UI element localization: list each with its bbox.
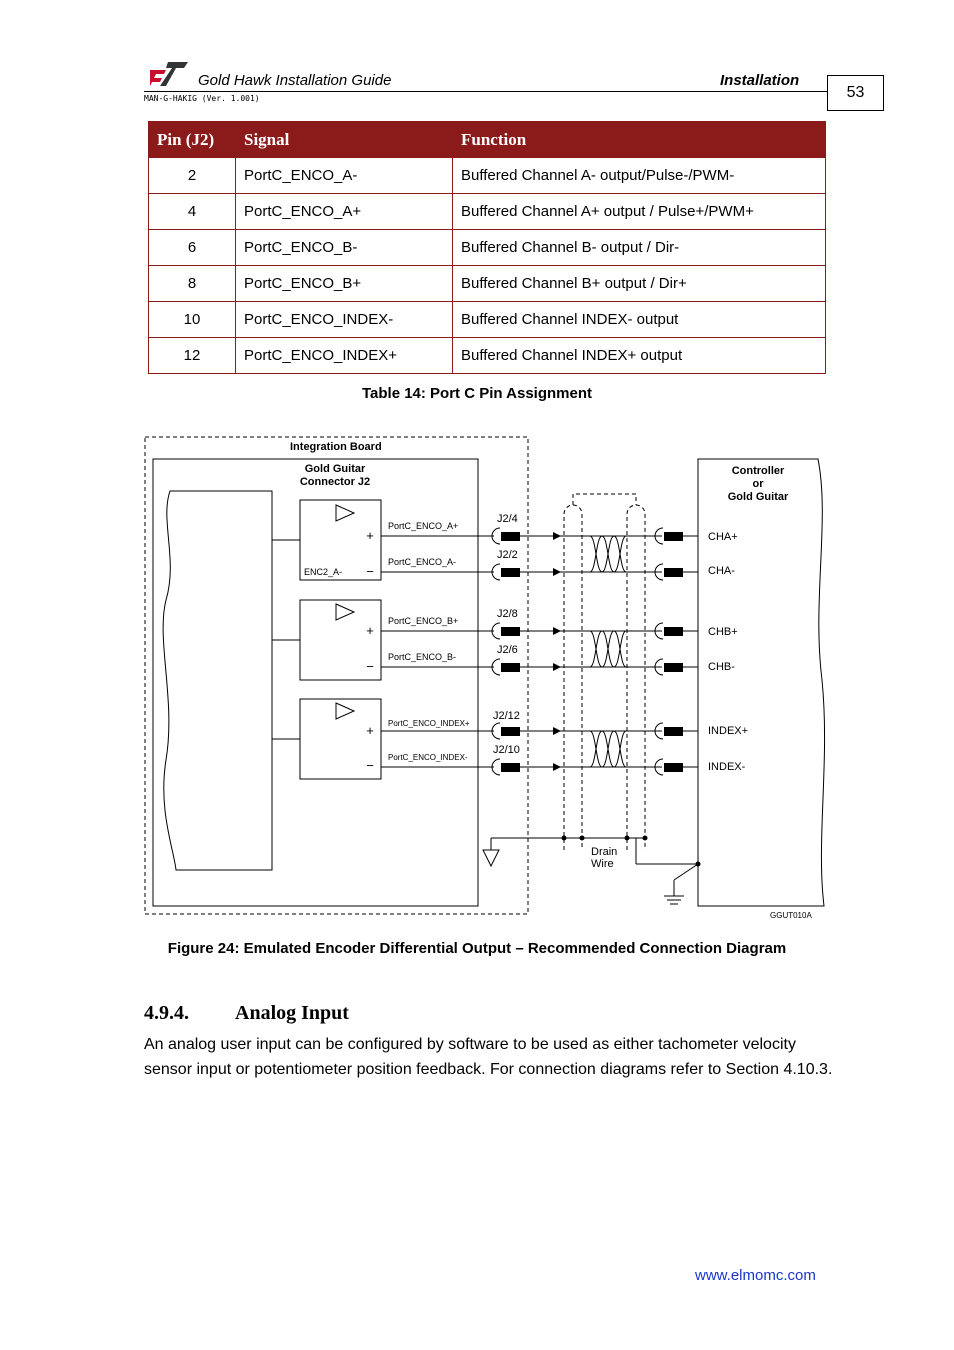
function-cell: Buffered Channel B- output / Dir- <box>453 230 826 266</box>
signal-a-plus: PortC_ENCO_A+ <box>388 521 459 531</box>
integration-board-label: Integration Board <box>290 441 382 453</box>
plus-sign: + <box>366 723 374 738</box>
signal-cell: PortC_ENCO_A- <box>236 158 453 194</box>
signal-cell: PortC_ENCO_B+ <box>236 266 453 302</box>
driver-a <box>272 500 381 580</box>
website-link[interactable]: www.elmomc.com <box>695 1267 816 1284</box>
function-cell: Buffered Channel INDEX+ output <box>453 338 826 374</box>
function-cell: Buffered Channel B+ output / Dir+ <box>453 266 826 302</box>
pin-cell: 2 <box>149 158 236 194</box>
signal-b-plus: PortC_ENCO_B+ <box>388 616 459 626</box>
table-caption: Table 14: Port C Pin Assignment <box>361 385 593 402</box>
plus-sign: + <box>366 623 374 638</box>
cable-shield <box>564 494 645 850</box>
pin-label: J2/8 <box>497 608 518 620</box>
column-header: Function <box>453 122 826 158</box>
internal-logic-block <box>163 491 272 870</box>
guide-title: Gold Hawk Installation Guide <box>198 72 392 89</box>
channel-label: INDEX- <box>708 761 746 773</box>
drain-label: Drain <box>591 846 618 858</box>
driver-index <box>272 699 381 779</box>
channel-label: CHA+ <box>708 531 738 543</box>
pin-label: J2/2 <box>497 549 518 561</box>
pin-label: J2/12 <box>493 710 520 722</box>
controller-title: Controller <box>731 465 785 477</box>
connector-title: Connector J2 <box>299 476 371 488</box>
signal-a-minus: PortC_ENCO_A- <box>388 557 457 567</box>
function-cell: Buffered Channel A- output/Pulse-/PWM- <box>453 158 826 194</box>
enc-label: ENC2_A- <box>304 567 343 577</box>
pin-label: J2/10 <box>493 744 520 756</box>
column-header: Pin (J2) <box>149 122 236 158</box>
driver-b <box>272 600 381 680</box>
signal-cell: PortC_ENCO_B- <box>236 230 453 266</box>
pin-cell: 4 <box>149 194 236 230</box>
function-cell: Buffered Channel INDEX- output <box>453 302 826 338</box>
pin-cell: 12 <box>149 338 236 374</box>
pin-cell: 8 <box>149 266 236 302</box>
pin-cell: 6 <box>149 230 236 266</box>
pin-cell: 10 <box>149 302 236 338</box>
channel-label: CHB+ <box>708 626 738 638</box>
figure-caption: Figure 24: Emulated Encoder Differential Output – Recommended Connection Diagram <box>167 940 787 957</box>
pin-label: J2/4 <box>497 513 518 525</box>
pin-label: J2/6 <box>497 644 518 656</box>
figure-code: GGUT010A <box>770 911 812 920</box>
signal-cell: PortC_ENCO_INDEX+ <box>236 338 453 374</box>
function-cell: Buffered Channel A+ output / Pulse+/PWM+ <box>453 194 826 230</box>
minus-sign: − <box>366 758 374 773</box>
plus-sign: + <box>366 528 374 543</box>
section-name: Installation <box>720 72 800 89</box>
signal-index-minus: PortC_ENCO_INDEX- <box>388 753 468 762</box>
channel-label: CHB- <box>708 661 735 673</box>
drain-label: Wire <box>591 858 614 870</box>
minus-sign: − <box>366 564 374 579</box>
page-number: 53 <box>827 75 884 111</box>
twisted-pairs <box>590 536 626 767</box>
channel-label: INDEX+ <box>708 725 749 737</box>
signal-cell: PortC_ENCO_A+ <box>236 194 453 230</box>
section-number: 4.9.4. <box>144 1002 189 1024</box>
section-title: Analog Input <box>235 1002 349 1024</box>
signal-index-plus: PortC_ENCO_INDEX+ <box>388 719 470 728</box>
section-body: An analog user input can be configured by software to be used as either tachometer velocity sensor input or potentiometer position feedback. For connection diagrams refer to Section 4.10.3. <box>144 1036 833 1078</box>
controller-title: or <box>752 478 764 490</box>
signal-cell: PortC_ENCO_INDEX- <box>236 302 453 338</box>
signal-b-minus: PortC_ENCO_B- <box>388 652 457 662</box>
controller-block <box>698 459 825 906</box>
controller-title: Gold Guitar <box>727 491 789 503</box>
column-header: Signal <box>236 122 453 158</box>
right-connector-pins <box>655 528 683 775</box>
document-id: MAN-G-HAKIG (Ver. 1.001) <box>144 94 260 103</box>
channel-label: CHA- <box>708 565 735 577</box>
connector-title: Gold Guitar <box>304 463 366 475</box>
minus-sign: − <box>366 659 374 674</box>
